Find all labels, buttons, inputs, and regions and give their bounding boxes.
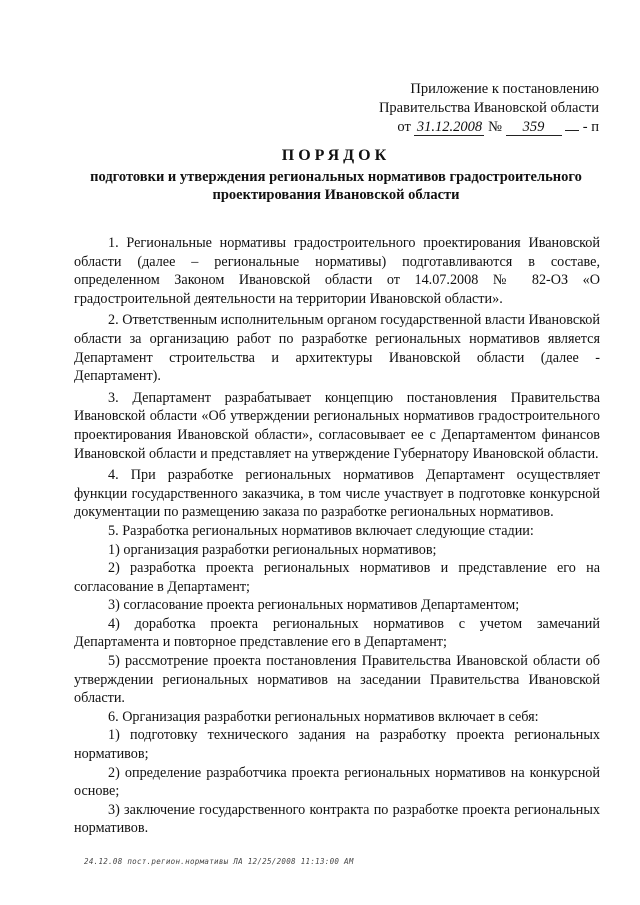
annex-suffix: - п <box>582 119 599 135</box>
paragraph-5: 5. Разработка региональных нормативов включает следующие стадии: <box>108 522 534 539</box>
annex-line-1: Приложение к постановлению <box>410 81 599 97</box>
file-footer: 24.12.08 пост.регион.нормативы ЛА 12/25/2008 11:13:00 AM <box>84 857 354 866</box>
list-item-5-1: 1) организация разработки региональных нормативов; <box>108 541 437 558</box>
document-subtitle: подготовки и утверждения региональных нормативов градостроительного проектирования Ивановской области <box>90 169 582 203</box>
list-item-5-5: 5) рассмотрение проекта постановления Правительства Ивановской области об утверждении региональных нормативов на заседании Правительства Ивановской области. <box>74 653 600 707</box>
list-item-6-3: 3) заключение государственного контракта по разработке проекта региональных нормативов. <box>74 801 600 837</box>
annex-date-line <box>339 118 599 137</box>
annex-header <box>339 80 599 137</box>
title-block <box>72 146 600 204</box>
number-sign: № <box>488 119 502 135</box>
paragraph-6: 6. Организация разработки региональных нормативов включает в себя: <box>108 708 539 725</box>
list-item-6-2: 2) определение разработчика проекта региональных нормативов на конкурсной основе; <box>74 764 600 800</box>
number-blank <box>565 118 579 131</box>
list-item-5-4: 4) доработка проекта региональных нормативов с учетом замечаний Департамента и повторное представление его в Департамент; <box>74 615 600 651</box>
paragraph-3: 3. Департамент разрабатывает концепцию постановления Правительства Ивановской области «Об утверждении региональных нормативов градостроительного проектирования Ивановской области», согласовывает ее с Департаментом финансов Ивановской области и представляет на утверждение Губернатору Ивановской области. <box>74 389 600 462</box>
list-item-6-1: 1) подготовку технического задания на разработку проекта региональных нормативов; <box>74 727 600 763</box>
list-item-5-3: 3) согласование проекта региональных нормативов Департаментом; <box>108 597 520 614</box>
handwritten-date: 31.12.2008 <box>414 120 484 136</box>
document-title: ПОРЯДОК <box>281 147 391 164</box>
list-item-5-2: 2) разработка проекта региональных нормативов и представление его на согласование в Департамент; <box>74 560 600 595</box>
paragraph-2: 2. Ответственным исполнительным органом государственной власти Ивановской области за организацию работ по разработке региональных нормативов является Департамент строительства и архитектуры Ивановской области (далее - Департамент). <box>74 312 600 385</box>
annex-line-2: Правительства Ивановской области <box>378 100 599 116</box>
paragraph-4: 4. При разработке региональных нормативов Департамент осуществляет функции государственного заказчика, в том числе участвует в подготовке конкурсной документации по размещению заказа по разработке региональных нормативов. <box>74 467 600 521</box>
paragraph-1: 1. Региональные нормативы градостроительного проектирования Ивановской области (далее – региональные нормативы) подготавливаются в составе, определенном Законом Ивановской области от 14.07.2008 № 82-ОЗ «О градостроительной деятельности на территории Ивановской области». <box>74 235 600 307</box>
document-body <box>74 234 600 838</box>
annex-prefix: от <box>397 119 411 135</box>
handwritten-number: 359 <box>506 120 562 136</box>
